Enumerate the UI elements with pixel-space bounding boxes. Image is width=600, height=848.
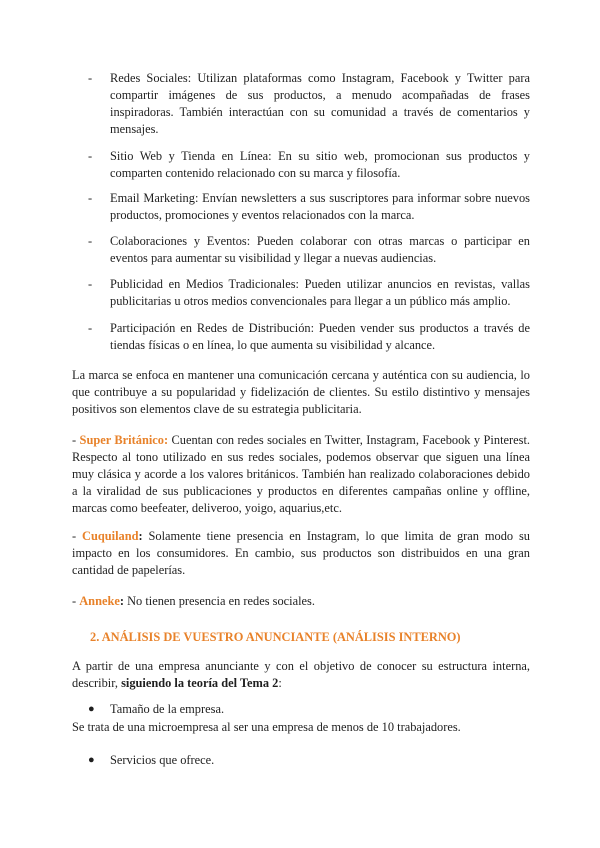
brand-name-super-britanico: Super Británico: bbox=[79, 433, 169, 447]
list-item-colaboraciones bbox=[88, 233, 530, 267]
list-item-text: Email Marketing: Envían newsletters a sus suscriptores para informar sobre nuevos productos, promociones y eventos relacionados con la marca. bbox=[110, 191, 530, 222]
list-item-publicidad bbox=[88, 276, 530, 310]
brand-colon: : bbox=[119, 594, 124, 608]
brand-name-cuquiland: Cuquiland bbox=[82, 529, 139, 543]
list-item-label: Servicios que ofrece. bbox=[110, 753, 215, 767]
list-item-text: Participación en Redes de Distribución: Pueden vender sus productos a través de tiendas físicas o en línea, lo que aumenta su visibilidad y alcance. bbox=[110, 321, 530, 352]
section-heading: 2. ANÁLISIS DE VUESTRO ANUNCIANTE (ANÁLISIS INTERNO) bbox=[90, 630, 461, 644]
intro-text: A partir de una empresa anunciante y con el objetivo de conocer su estructura interna, describir, bbox=[72, 659, 530, 690]
list-item-text: Publicidad en Medios Tradicionales: Pueden utilizar anuncios en revistas, vallas publicitarias u otros medios convencionales para llegar a un público más amplio. bbox=[110, 277, 530, 308]
dash-marker: - bbox=[88, 277, 93, 291]
brand-prefix: - bbox=[72, 529, 82, 543]
list-item-text: Redes Sociales: Utilizan plataformas como Instagram, Facebook y Twitter para compartir imágenes de sus productos, a menudo acompañadas de frases inspiradoras. También interactúan con su comunidad a través de comentarios y mensajes. bbox=[110, 71, 530, 136]
list-item-email-marketing bbox=[88, 190, 530, 224]
dash-marker: - bbox=[88, 191, 93, 205]
intro-bold: siguiendo la teoría del Tema 2 bbox=[121, 676, 279, 690]
dash-marker: - bbox=[88, 234, 93, 248]
list-item-text: Colaboraciones y Eventos: Pueden colaborar con otras marcas o participar en eventos para aumentar su visibilidad y llegar a nuevas audiencias. bbox=[110, 234, 530, 265]
dash-marker: - bbox=[88, 71, 93, 85]
brand-text: No tienen presencia en redes sociales. bbox=[124, 594, 315, 608]
brand-text: Cuentan con redes sociales en Twitter, Instagram, Facebook y Pinterest. Respecto al tono utilizado en sus redes sociales, podemos observar que siguen una línea muy clásica y acorde a los valores británicos. También han realizado colaboraciones debido a la viralidad de sus publicaciones y productos en diferentes campañas online y offline, marcas como beefeater, deliveroo, yoigo, aquarius,etc. bbox=[72, 433, 530, 515]
size-note: Se trata de una microempresa al ser una empresa de menos de 10 trabajadores. bbox=[72, 720, 461, 734]
list-item-label: Tamaño de la empresa. bbox=[110, 702, 225, 716]
brand-paragraph-cuquiland bbox=[72, 528, 530, 579]
brand-text: Solamente tiene presencia en Instagram, lo que limita de gran modo su impacto en los consumidores. En cambio, sus productos son distribuidos en una gran cantidad de papelerías. bbox=[72, 529, 530, 577]
intro-end: : bbox=[278, 676, 282, 690]
intro-paragraph bbox=[72, 658, 530, 692]
bullet-dot-icon: ● bbox=[88, 703, 95, 715]
brand-prefix: - bbox=[72, 594, 80, 608]
dash-marker: - bbox=[88, 149, 93, 163]
brand-paragraph-super-britanico bbox=[72, 432, 530, 517]
list-item-sitio-web bbox=[88, 148, 530, 182]
list-item-tamano bbox=[88, 701, 528, 718]
brand-name-anneke: Anneke bbox=[79, 594, 120, 608]
list-item-distribucion bbox=[88, 320, 530, 354]
list-item-servicios bbox=[88, 752, 528, 769]
list-item-text: Sitio Web y Tienda en Línea: En su sitio web, promocionan sus productos y comparten contenido relacionado con su marca y filosofía. bbox=[110, 149, 530, 180]
bullet-dot-icon: ● bbox=[88, 754, 95, 766]
list-item-redes-sociales bbox=[88, 70, 530, 138]
brand-prefix: - bbox=[72, 433, 80, 447]
brand-colon: : bbox=[138, 529, 143, 543]
dash-marker: - bbox=[88, 321, 93, 335]
summary-paragraph: La marca se enfoca en mantener una comunicación cercana y auténtica con su audiencia, lo que contribuye a su popularidad y fidelización de clientes. Su estilo distintivo y mensajes positivos son elementos clave de su estrategia publicitaria. bbox=[72, 368, 530, 416]
brand-paragraph-anneke bbox=[72, 593, 530, 610]
